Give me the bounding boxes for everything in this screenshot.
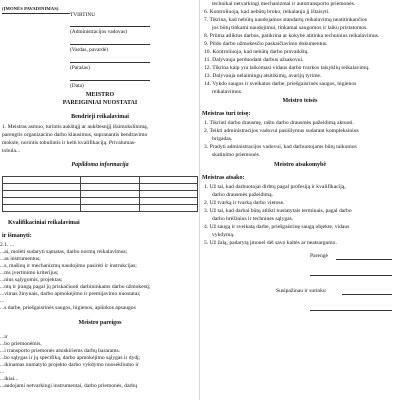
approval-field-date: (Data) (70, 83, 84, 89)
qualification-line: ...s darbe, priešgaisrinės saugos, higienos, aplinkos apsaugos (0, 305, 136, 311)
prepared-signature-line (336, 259, 392, 260)
duties-cont-line: technikai netvarkingi mechanizmai ir autotransporto priemonės. (212, 1, 356, 7)
general-line: 1. Meistras asmuo, turintis aukštąjį ar aukštesnįjį išsimokslinimą, (2, 124, 149, 130)
approval-field-signature: (Parašas) (70, 65, 90, 71)
duties-cont-line: 7. Tikrina, kad nebūtų naudojamos standartų reikalavimų neatitinkančios (204, 17, 367, 23)
qualification-line: 2.1. ... (0, 242, 14, 248)
rights-line: 3. Pradyti administracijos vadovui, kad darbuotojams būtų taikomos (204, 144, 357, 150)
responsibility-heading: Meistro atsakomybė (273, 162, 327, 168)
approval-line (70, 26, 150, 27)
duties-cont-line: jos būtų tinkami naudojimui, tinkamai saugomos ir laiku pristatomos. (212, 25, 368, 31)
approval-line (70, 62, 150, 63)
acquainted-name-line (310, 310, 392, 311)
company-name: (ĮMONĖS PAVADINIMAS) (2, 6, 59, 11)
responsibility-line: darbo drausmės pažeidimą. (212, 192, 274, 198)
approval-field-position: (Administracijos vadovas) (70, 29, 128, 35)
qualification-subheading: ir išmanyti: (2, 233, 32, 239)
qualification-line: ...vimas žinynais, darbo apmokėjimo ir premijavimo nuostatai; (0, 291, 141, 297)
duties-line: ...i transporto priemonės atsiskiriems darbų bararams. (0, 348, 121, 354)
approval-line (70, 44, 150, 45)
info-heading: Papildoma informacija (71, 162, 129, 168)
info-table (2, 176, 198, 212)
responsibility-intro: Meistras atsako: (202, 175, 245, 181)
doc-title-line1: MEISTRO (85, 92, 115, 98)
qualification-line: ...as instrumentus; (0, 256, 41, 262)
prepared-label: Parengė (310, 253, 329, 259)
rights-intro: Meistras turi teisę: (202, 111, 251, 117)
prepared-name-line (310, 275, 392, 276)
responsibility-line: 3. Už tai, kad darbai būtų atlikti nustatytais terminais, pagal darbo (204, 208, 352, 214)
duties-cont-line: 10. Kontroliuoja, kad nebūtų darbo pravaikštų. (204, 49, 309, 55)
table-row (3, 205, 198, 212)
company-underline (2, 13, 70, 14)
responsibility-line: 2. Už tvarką ir tvarką darbo vietose. (204, 200, 285, 206)
duties-line: ...ir (0, 334, 8, 340)
table-row (3, 191, 198, 198)
table-row (3, 184, 198, 191)
duties-cont-line: 9. Pildo darbo užmokesčio paskaičiavimo dokumentus. (204, 41, 328, 47)
duties-cont-line: 6. Kontroliuoja, kad nebūtų broko, reikalauja jį ištaisyti. (204, 9, 330, 15)
rights-heading: Meistro teisės (282, 98, 318, 104)
approval-title: TVIRTINU (70, 12, 96, 18)
table-row (3, 198, 198, 205)
duties-line: ...bo priemonėmis, (0, 341, 42, 347)
qualification-line: ...ms įvertinimo kriterijus; (0, 270, 59, 276)
duties-cont-line: 12. Tikrina kaip yra laikomasi vidaus darbo tvarkos taisyklių reikalavimų. (204, 65, 370, 71)
general-line: parengtis organizacino darbo klausimus, supranantis bendravimo (2, 132, 148, 138)
duties-cont-line: 8. Priima atliktus darbus, patikrina ar kokybė atitinka techninius reikalavimus. (204, 33, 380, 39)
responsibility-line: vykdymą. (212, 232, 235, 238)
general-heading: Bendrieji reikalavimai (71, 114, 129, 120)
rights-line: brigadas. (212, 136, 233, 142)
duties-line: ... (0, 369, 5, 375)
rights-line: 2. Teikti administracijos vadovui pasiūlymus sudarant kompleksinius (204, 128, 359, 134)
qualification-line: ...ai, molėti sudaryti sąmatas, darbo normų reikalavimus; (0, 249, 128, 255)
duties-cont-line: reikalavimus. (212, 89, 243, 95)
responsibility-line: 5. Už žalą, padarytą įmonei dėl savo kaltės ar neatsargumo. (204, 240, 337, 246)
rights-line: skatinimo priemonės. (212, 152, 261, 158)
acquainted-label: Susipažinau ir sutinku (276, 288, 326, 294)
responsibility-line: 4. Už saugą ir sveikatą darbe, priešgaisrinę saugą objekte, vidaus (204, 224, 350, 230)
approval-line (70, 80, 150, 81)
qualification-line: ...nius sąlygomis, projektas; (0, 277, 63, 283)
right-page (200, 0, 400, 400)
rights-line: 1. Tikrinti darbo drausmę, raštu darbo drausmės pažeidimą aktuoti. (204, 120, 354, 126)
table-row (3, 177, 198, 184)
qualification-line: ...s, mašinų ir mechanizmų naudojimo pasirėti ir instrukcijas; (0, 263, 137, 269)
duties-line: ...bo sąlygas ir jų specifiką, darbo apmokėjimo sąlygas ir dydį; (0, 355, 141, 361)
general-line: tobula... (2, 148, 21, 154)
responsibility-line: 1. Už tai, kad darbuotojai dirbtų pagal profesiją ir kvalifikaciją, (204, 184, 346, 190)
approval-field-name: (Vardas, pavardė) (70, 47, 109, 53)
duties-cont-line: 14. Vykdo saugos ir sveikatos darbe, priešgaisrinės saugos, higienos (204, 81, 357, 87)
duties-line: ...audojami netvarkingi instrumentai, darbo priemonės, darbų (0, 383, 138, 389)
duties-line: ...ikiai... (0, 376, 19, 382)
general-line: moksle, norintis tobulintis ir kelti kvalifikaciją. Privalumas- (2, 140, 136, 146)
duties-heading: Meistro pareigos (78, 320, 122, 326)
duties-line: ...ikinamas numatyto projekto darbo vykdymo nuosekliumo ir (0, 362, 139, 368)
qualification-line: ... (0, 298, 5, 304)
qualification-heading: Kvalifikaciniai reikalavimai (8, 220, 80, 226)
qualification-line: ...ntų ir įrangą pagal jų priskačiuoti darbininkams darbo užmokestį; (0, 284, 151, 290)
responsibility-line: darbo brėžinius ir technines sąlygas. (212, 216, 294, 222)
duties-cont-line: 11. Dalyvauja perduodant darbus užsakovui. (204, 57, 304, 63)
doc-title-line2: PAREIGINIAI NUOSTATAI (62, 100, 138, 106)
acquainted-signature-line (342, 294, 392, 295)
duties-cont-line: 13. Dalyvauja nelaimingų atsitikimų, avarijų tyrime. (204, 73, 322, 79)
